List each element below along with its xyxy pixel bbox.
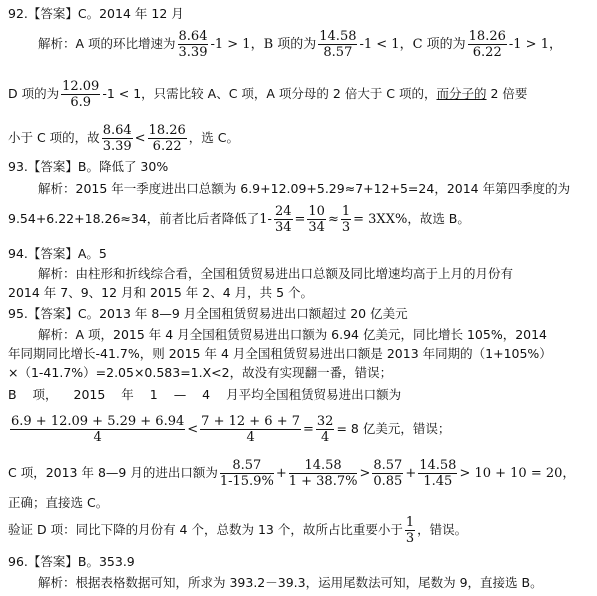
q94-analysis-line-2: 2014 年 7、9、12 月和 2015 年 2、4 月，共 5 个。 (8, 285, 314, 300)
fraction (318, 29, 357, 60)
numerator: 18.26 (148, 123, 186, 138)
denominator: 6.22 (472, 45, 502, 60)
denominator: 3 (405, 531, 415, 546)
q92-answer-line: 92.【答案】C。2014 年 12 月 (8, 6, 184, 21)
text: -1 < 1，只需比较 A、C 项，A 项分母的 2 倍大于 C 项的， (102, 86, 437, 101)
denominator: 1 + 38.7% (288, 474, 358, 489)
denominator: 0.85 (373, 474, 403, 489)
q96-analysis-line-1: 解析：根据表格数据可知，所求为 393.2－39.3，运用尾数法可知，尾数为 9，直接选 B。 (38, 575, 543, 590)
fraction (405, 515, 415, 546)
fraction (220, 458, 274, 489)
text: 小于 C 项的，故 (8, 130, 100, 145)
text: > (359, 466, 371, 481)
fraction (418, 458, 457, 489)
q95-analysis-line-4: B 项， 2015 年 1 — 4 月平均全国租赁贸易进出口额为 (8, 387, 402, 402)
text: -1 < 1，C 项的为 (359, 37, 466, 52)
denominator: 3.39 (102, 139, 132, 154)
fraction (178, 29, 209, 60)
numerator: 8.57 (220, 458, 274, 474)
numerator: 1 (341, 204, 351, 219)
numerator: 24 (274, 204, 292, 219)
q95-analysis-line-6 (8, 458, 575, 489)
text: = 3XX% (353, 212, 408, 227)
numerator: 14.58 (319, 29, 357, 44)
denominator: 34 (308, 220, 325, 235)
text: C 项，2013 年 8—9 月的进出口额为 (8, 465, 218, 480)
fraction (274, 204, 293, 235)
fraction (289, 458, 358, 489)
text: 1- (259, 212, 272, 227)
denominator: 34 (274, 220, 292, 235)
denominator: 6.22 (152, 139, 182, 154)
denominator: 3 (341, 220, 351, 235)
numerator: 7 + 12 + 6 + 7 (201, 414, 300, 429)
text: < (134, 131, 146, 146)
q96-answer-line: 96.【答案】B。353.9 (8, 554, 135, 569)
fraction (468, 29, 507, 60)
q94-analysis-line-1: 解析：由柱形和折线综合看，全国租赁贸易进出口总额及同比增速均高于上月的月份有 (38, 266, 514, 281)
q92-analysis-line-3 (8, 123, 239, 154)
text: = (303, 422, 314, 437)
numerator: 6.9 + 12.09 + 5.29 + 6.94 (11, 414, 185, 429)
text: = 8 亿美元，错误； (336, 421, 451, 436)
text: ，故选 B。 (407, 211, 470, 226)
q95-analysis-line-1: 解析：A 项，2015 年 4 月全国租赁贸易进出口额为 6.94 亿美元，同比增长 105%，2014 (38, 327, 548, 342)
fraction (200, 414, 301, 445)
fraction (341, 204, 351, 235)
q95-analysis-line-5 (8, 414, 450, 445)
q93-analysis-line-2 (8, 204, 470, 235)
q95-analysis-line-7: 正确；直接选 C。 (8, 495, 109, 510)
text: ≈ (327, 212, 339, 227)
q95-analysis-line-3: ×（1-41.7%）=2.05×0.583=1.X<2，故没有实现翻一番，错误； (8, 365, 393, 380)
numerator: 14.58 (289, 458, 358, 474)
text: + (405, 466, 417, 481)
q92-analysis-line-2 (8, 79, 527, 110)
numerator: 14.58 (419, 458, 457, 473)
denominator: 4 (93, 430, 102, 445)
text: -1 > 1， (508, 37, 562, 52)
numerator: 8.64 (102, 123, 132, 138)
numerator: 1 (405, 515, 415, 530)
text: D 项的为 (8, 86, 60, 101)
denominator: 8.57 (323, 45, 353, 60)
numerator: 10 (308, 204, 325, 219)
numerator: 8.57 (373, 458, 403, 473)
denominator: 6.9 (70, 95, 92, 110)
fraction (316, 414, 335, 445)
text: -1 > 1，B 项的为 (210, 37, 317, 52)
fraction (10, 414, 185, 445)
denominator: 4 (246, 430, 255, 445)
text: 9.54+6.22+18.26≈34，前者比后者降低了 (8, 211, 260, 226)
text: 2 倍要 (486, 86, 528, 101)
q95-answer-line: 95.【答案】C。2013 年 8—9 月全国租赁贸易进出口额超过 20 亿美元 (8, 306, 408, 321)
underlined-text: 而分子的 (436, 86, 487, 101)
q93-analysis-line-1: 解析：2015 年一季度进出口总额为 6.9+12.09+5.29≈7+12+5=24，2014 年第四季度的为 (38, 181, 571, 196)
numerator: 32 (316, 414, 334, 429)
text: ，错误。 (417, 522, 468, 537)
text: ，选 C。 (188, 130, 239, 145)
text: 验证 D 项：同比下降的月份有 4 个，总数为 13 个，故所占比重要小于 (8, 522, 403, 537)
numerator: 8.64 (178, 29, 208, 44)
denominator: 1.45 (423, 474, 453, 489)
fraction (148, 123, 187, 154)
q95-analysis-line-8 (8, 515, 467, 546)
text: = (294, 212, 306, 227)
text: + (275, 466, 287, 481)
q93-answer-line: 93.【答案】B。降低了 30% (8, 159, 169, 174)
fraction (307, 204, 326, 235)
denominator: 4 (321, 430, 330, 445)
q92-analysis-line-1 (38, 29, 562, 60)
denominator: 1-15.9% (219, 474, 274, 489)
text: < (187, 422, 199, 437)
fraction (372, 458, 403, 489)
q94-answer-line: 94.【答案】A。5 (8, 246, 107, 261)
fraction (61, 79, 100, 110)
denominator: 3.39 (178, 45, 208, 60)
text: > 10 + 10 = 20， (459, 466, 576, 481)
numerator: 12.09 (62, 79, 100, 94)
text: 解析：A 项的环比增速为 (38, 36, 176, 51)
q95-analysis-line-2: 年同期同比增长-41.7%，则 2015 年 4 月全国租赁贸易进出口额是 2013 年同期的（1+105%） (8, 346, 552, 361)
fraction (102, 123, 133, 154)
numerator: 18.26 (468, 29, 506, 44)
